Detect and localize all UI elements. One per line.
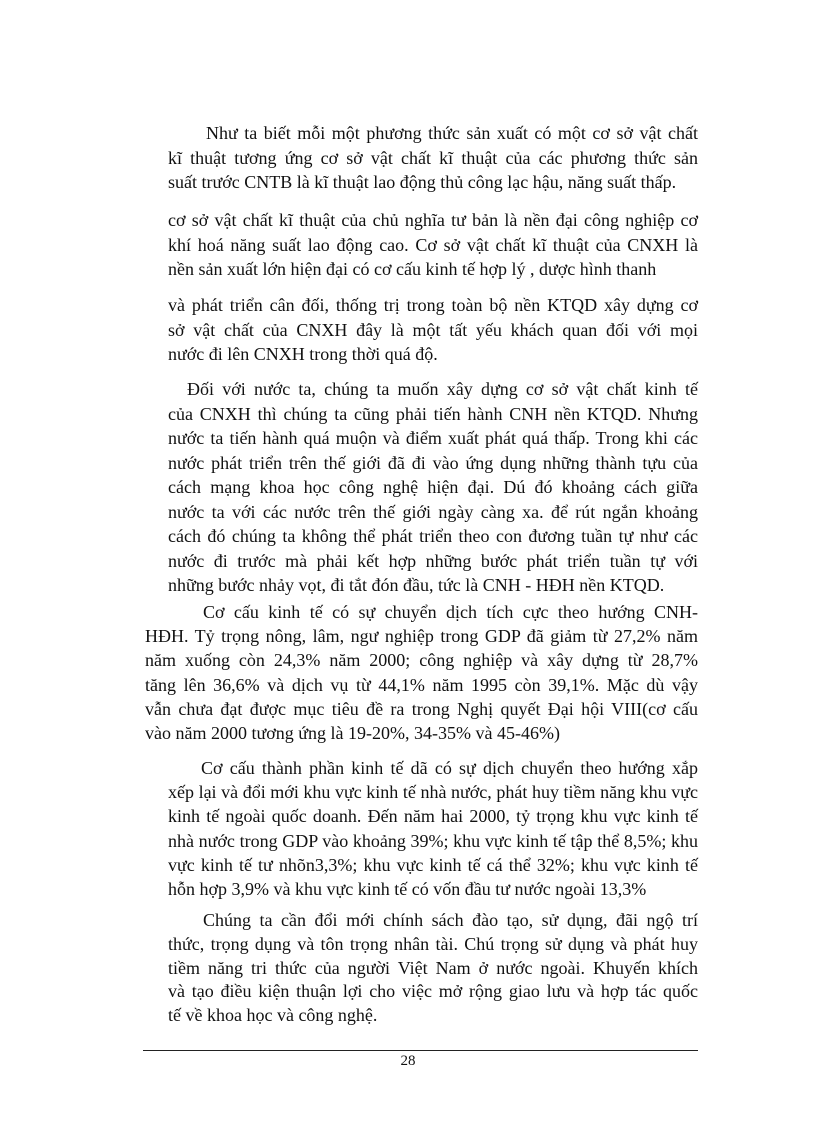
text-line: Cơ cấu kinh tế có sự chuyển dịch tích cực theo hướng CNH- [203,602,698,622]
text-line: năm xuống còn 24,3% năm 2000; công nghiệp và xây dựng từ 28,7% [145,650,698,671]
text-line: Cơ cấu thành phần kinh tế dã có sự dịch chuyển theo hướng xắp [201,758,698,778]
text-line: và phát triển cân đối, thống trị trong toàn bộ nền KTQD xây dựng cơ [168,295,698,315]
text-line: của CNXH thì chúng ta cũng phải tiến hành CNH nền KTQD. Nhưng [168,403,698,424]
text-line: Chúng ta cần đổi mới chính sách đào tạo, sử dụng, đãi ngộ trí [203,910,698,930]
text-line: tăng lên 36,6% và dịch vụ từ 44,1% năm 1995 còn 39,1%. Mặc dù vậy [145,674,698,695]
text-line: nhà nước trong GDP vào khoảng 39%; khu vực kinh tế tập thể 8,5%; khu [168,830,698,851]
text-line: cơ sở vật chất kĩ thuật của chủ nghĩa tư bản là nền đại công nghiệp cơ [168,210,698,230]
text-line: suất trước CNTB là kĩ thuật lao động thủ công lạc hậu, năng suất thấp. [168,172,677,192]
text-line: Như ta biết mỗi một phương thức sản xuất có một cơ sở vật chất [206,123,698,143]
text-line: thức, trọng dụng và tôn trọng nhân tài. Chú trọng sử dụng và phát huy [168,933,698,954]
text-line: kinh tế ngoài quốc doanh. Đến năm hai 2000, tỷ trọng khu vực kinh tế [168,806,698,827]
text-line: nước phát triển trên thế giới đã đi vào ứng dụng những thành tựu của [168,452,698,473]
text-line: nước ta tiến hành quá muộn và điểm xuất phát quá thấp. Trong khi các [168,428,698,448]
text-line: hỗn hợp 3,9% và khu vực kinh tế có vốn đầu tư nước ngoài 13,3% [168,879,647,899]
text-line: Đối với nước ta, chúng ta muốn xây dựng cơ sở vật chất kinh tế [187,379,698,399]
text-line: xếp lại và đổi mới khu vực kinh tế nhà nước, phát huy tiềm năng khu vực [168,782,698,803]
footer-divider [143,1050,698,1051]
text-line: vực kinh tế tư nhõn3,3%; khu vực kinh tế cá thể 32%; khu vực kinh tế [168,854,698,875]
text-line: nước đi lên CNXH trong thời quá độ. [168,344,438,364]
text-line: nền sản xuất lớn hiện đại có cơ cấu kinh tế hợp lý , dược hình thanh [168,259,657,279]
text-line: nước ta với các nước trên thế giới ngày càng xa. để rút ngắn khoảng [168,501,698,522]
text-line: vào năm 2000 tương ứng là 19-20%, 34-35% và 45-46%) [145,723,560,743]
text-line: và tạo điều kiện thuận lợi cho việc mở rộng giao lưu và hợp tác quốc [168,981,698,1002]
text-line: tế về khoa học và công nghệ. [168,1005,378,1026]
text-line: những bước nhảy vọt, đi tắt đón đầu, tức là CNH - HĐH nền KTQD. [168,575,665,595]
text-line: cách mạng khoa học công nghệ hiện đại. Dú đó khoảng cách giữa [168,477,698,497]
text-line: sở vật chất của CNXH đây là một tất yếu khách quan đối với mọi [168,319,698,340]
text-line: cách đó chúng ta không thể phát triển theo con đương tuần tự như các [168,526,698,546]
text-line: khí hoá năng suất lao động cao. Cơ sở vật chất kĩ thuật của CNXH là [168,234,698,255]
text-line: tiềm năng tri thức của người Việt Nam ở nước ngoài. Khuyến khích [168,957,698,978]
text-line: nước đi trước mà phải kết hợp những bước phát triển tuần tự với [168,550,698,571]
page-number: 28 [400,1053,416,1069]
text-line: kĩ thuật tương ứng cơ sở vật chất kĩ thuật của các phương thức sản [168,147,698,168]
text-line: HĐH. Tỷ trọng nông, lâm, ngư nghiệp trong GDP đã giảm từ 27,2% năm [145,626,698,647]
text-line: vẫn chưa đạt được mục tiêu đề ra trong Nghị quyết Đại hội VIII(cơ cấu [145,698,698,719]
